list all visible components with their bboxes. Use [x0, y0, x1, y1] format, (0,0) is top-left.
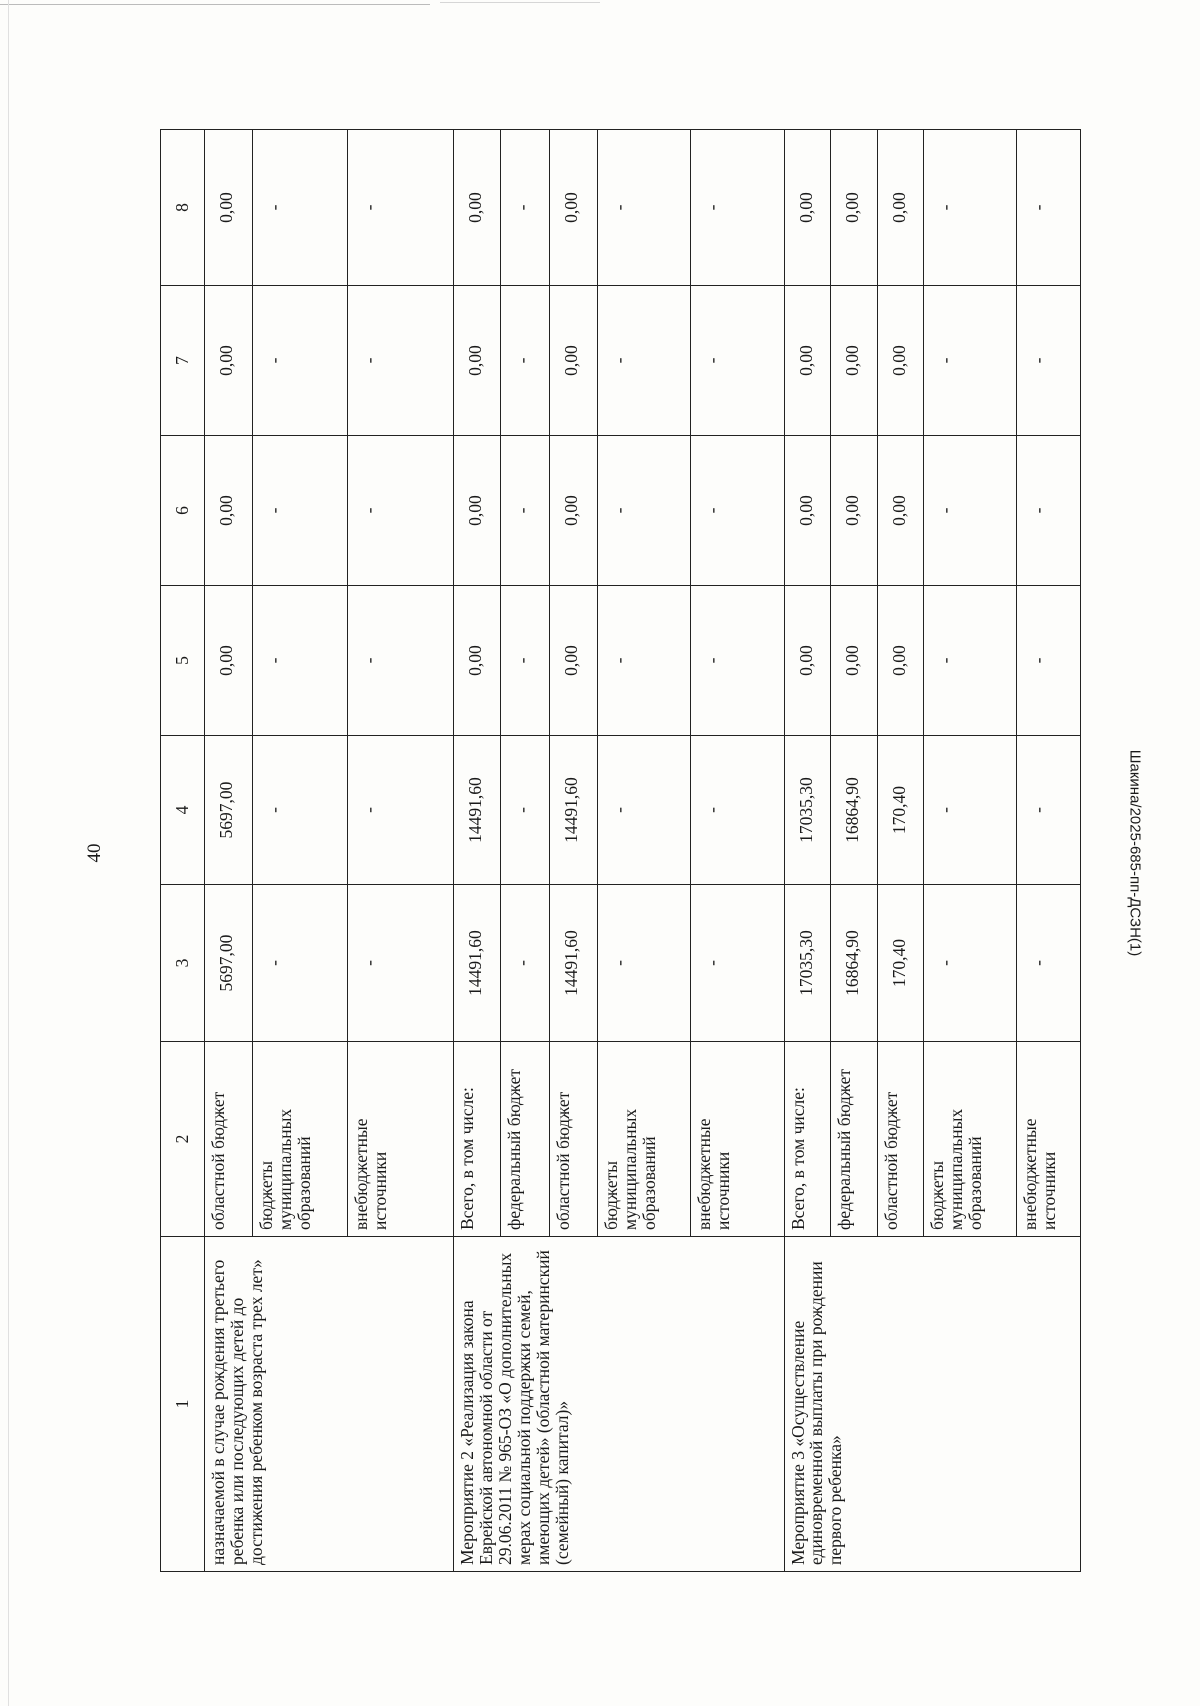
- table-cell: -: [691, 130, 784, 286]
- column-header: 7: [161, 286, 205, 436]
- table-cell: -: [691, 586, 784, 736]
- table-cell: -: [253, 736, 348, 885]
- table-cell: -: [691, 736, 784, 885]
- column-header: 2: [161, 1042, 205, 1237]
- measure-description: назначаемой в случае рождения третьего ребенка или последующих детей до достижения ребенком возраста трех лет»: [205, 1237, 454, 1572]
- funding-source: федеральный бюджет: [500, 1042, 549, 1237]
- table-cell: 0,00: [877, 436, 924, 586]
- document-code: Шакина/2025-685-пп-ДСЗН(1): [1126, 749, 1144, 957]
- table-cell: -: [924, 436, 1017, 586]
- table-cell: 170,40: [877, 736, 924, 885]
- table-cell: -: [1017, 885, 1081, 1042]
- table-cell: -: [598, 436, 691, 586]
- table-cell: -: [1017, 736, 1081, 885]
- table-cell: -: [348, 130, 454, 286]
- table-cell: 0,00: [831, 130, 878, 286]
- table-cell: 0,00: [784, 130, 831, 286]
- table-cell: -: [348, 736, 454, 885]
- table-cell: -: [691, 436, 784, 586]
- funding-source: Всего, в том числе:: [784, 1042, 831, 1237]
- table-cell: 0,00: [877, 286, 924, 436]
- table-cell: -: [598, 885, 691, 1042]
- table-cell: -: [500, 885, 549, 1042]
- table-cell: -: [691, 885, 784, 1042]
- funding-source: федеральный бюджет: [831, 1042, 878, 1237]
- table-cell: -: [253, 586, 348, 736]
- table-cell: 0,00: [205, 286, 253, 436]
- table-cell: 170,40: [877, 885, 924, 1042]
- measure-description: Мероприятие 2 «Реализация закона Еврейской автономной области от 29.06.2011 № 965-ОЗ «О дополнительных мерах социальной поддержки семей, имеющих детей» (областной материнский (семейный) капитал)»: [454, 1237, 784, 1572]
- table-cell: 0,00: [454, 586, 501, 736]
- measure-description: Мероприятие 3 «Осуществление единовременной выплаты при рождении первого ребенка»: [784, 1237, 1081, 1572]
- table-cell: 17035,30: [784, 736, 831, 885]
- funding-source: бюджеты муниципальных образований: [253, 1042, 348, 1237]
- table-cell: 16864,90: [831, 885, 878, 1042]
- funding-source: областной бюджет: [205, 1042, 253, 1237]
- column-header: 6: [161, 436, 205, 586]
- funding-source: областной бюджет: [877, 1042, 924, 1237]
- table-cell: 5697,00: [205, 885, 253, 1042]
- table-row: [454, 130, 501, 1572]
- table-cell: -: [924, 586, 1017, 736]
- table-cell: 0,00: [877, 586, 924, 736]
- table-cell: -: [348, 586, 454, 736]
- table-cell: -: [348, 885, 454, 1042]
- column-header: 3: [161, 885, 205, 1042]
- table-cell: -: [924, 130, 1017, 286]
- funding-source: Всего, в том числе:: [454, 1042, 501, 1237]
- table-cell: 14491,60: [454, 885, 501, 1042]
- table-cell: -: [500, 130, 549, 286]
- budget-table-container: [160, 130, 1081, 1572]
- table-cell: 16864,90: [831, 736, 878, 885]
- scan-edge-line: [440, 2, 600, 3]
- table-cell: 14491,60: [549, 885, 598, 1042]
- table-cell: 14491,60: [549, 736, 598, 885]
- table-cell: -: [500, 736, 549, 885]
- funding-source: областной бюджет: [549, 1042, 598, 1237]
- table-cell: 0,00: [831, 286, 878, 436]
- table-cell: -: [500, 286, 549, 436]
- table-cell: -: [348, 436, 454, 586]
- column-header: 4: [161, 736, 205, 885]
- table-cell: 0,00: [784, 586, 831, 736]
- funding-source: бюджеты муниципальных образований: [598, 1042, 691, 1237]
- table-cell: 0,00: [549, 286, 598, 436]
- table-cell: 0,00: [454, 286, 501, 436]
- funding-source: внебюджетные источники: [1017, 1042, 1081, 1237]
- table-cell: -: [598, 286, 691, 436]
- table-cell: -: [924, 286, 1017, 436]
- funding-source: внебюджетные источники: [348, 1042, 454, 1237]
- table-cell: -: [924, 736, 1017, 885]
- table-row: [784, 130, 831, 1572]
- table-cell: -: [1017, 130, 1081, 286]
- table-cell: 0,00: [831, 586, 878, 736]
- table-cell: 0,00: [205, 586, 253, 736]
- table-cell: -: [348, 286, 454, 436]
- column-header: 1: [161, 1237, 205, 1572]
- table-header-row: [161, 130, 205, 1572]
- table-cell: 0,00: [454, 130, 501, 286]
- table-cell: 0,00: [549, 130, 598, 286]
- table-cell: -: [253, 130, 348, 286]
- table-cell: -: [598, 130, 691, 286]
- table-cell: -: [598, 586, 691, 736]
- table-cell: -: [691, 286, 784, 436]
- budget-table: [160, 129, 1081, 1572]
- table-cell: -: [1017, 286, 1081, 436]
- table-cell: 0,00: [831, 436, 878, 586]
- table-cell: 0,00: [549, 436, 598, 586]
- table-cell: -: [1017, 436, 1081, 586]
- table-row: [205, 130, 253, 1572]
- column-header: 8: [161, 130, 205, 286]
- table-cell: -: [253, 436, 348, 586]
- scan-edge-line: [0, 4, 430, 5]
- funding-source: бюджеты муниципальных образований: [924, 1042, 1017, 1237]
- scan-edge-line: [8, 0, 9, 1706]
- table-cell: -: [924, 885, 1017, 1042]
- table-cell: -: [253, 885, 348, 1042]
- table-cell: -: [598, 736, 691, 885]
- table-cell: 0,00: [784, 286, 831, 436]
- funding-source: внебюджетные источники: [691, 1042, 784, 1237]
- table-cell: 0,00: [205, 436, 253, 586]
- table-cell: 0,00: [877, 130, 924, 286]
- page-number: 40: [84, 843, 105, 863]
- table-cell: 0,00: [454, 436, 501, 586]
- table-cell: -: [500, 586, 549, 736]
- table-cell: 5697,00: [205, 736, 253, 885]
- table-cell: 0,00: [205, 130, 253, 286]
- table-cell: 0,00: [784, 436, 831, 586]
- column-header: 5: [161, 586, 205, 736]
- table-cell: -: [253, 286, 348, 436]
- table-cell: 14491,60: [454, 736, 501, 885]
- table-cell: 17035,30: [784, 885, 831, 1042]
- table-cell: 0,00: [549, 586, 598, 736]
- table-cell: -: [500, 436, 549, 586]
- table-cell: -: [1017, 586, 1081, 736]
